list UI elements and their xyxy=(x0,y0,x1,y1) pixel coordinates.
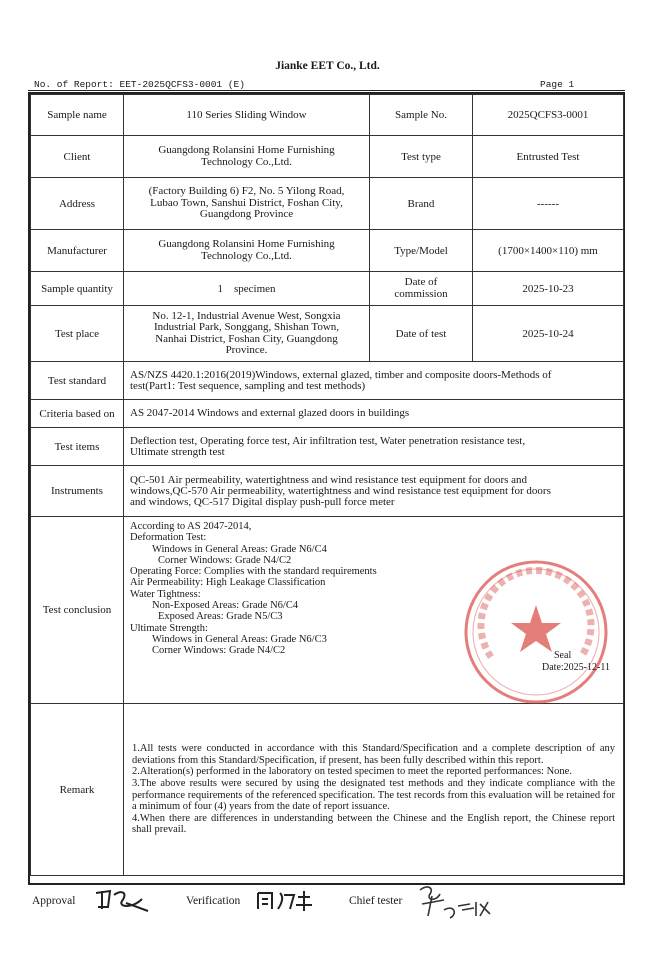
remark-label: Remark xyxy=(31,704,124,876)
sample-quantity-value: 1 specimen xyxy=(124,272,370,306)
remark-paragraph: 3.The above results were secured by using the designated test methods and they indicate compliance with the performance requirements of the referenced specification. The test records from this evaluation will be retained for a minimum of four (4) years from the date of report issuance. xyxy=(132,777,615,813)
test-place-label: Test place xyxy=(31,306,124,362)
chief-tester-label: Chief tester xyxy=(349,895,403,907)
brand-value: ------ xyxy=(473,178,624,230)
conclusion-value: According to AS 2047-2014, Deformation Test: Windows in General Areas: Grade N6/C4 Corner Windows: Grade N4/C2 Operating Force: Complies with the standard requirements Air Permeability: High Leakage Classification Water Tightness: Non-Exposed Areas: Grade N6/C4 Exposed Areas: Grade N5/C3 Ultimate Strength: Windows in General Areas: Grade N6/C3 Corner Windows: Grade N4/C2 Seal Date:2025-12-11 xyxy=(124,517,624,704)
brand-label: Brand xyxy=(370,178,473,230)
verification-label: Verification xyxy=(186,895,241,907)
seal-label: Seal xyxy=(554,650,572,661)
remark-paragraph: 2.Alteration(s) performed in the laboratory on tested specimen to meet the reported performances: None. xyxy=(132,766,572,778)
address-label: Address xyxy=(31,178,124,230)
test-standard-label: Test standard xyxy=(31,362,124,400)
criteria-value: AS 2047-2014 Windows and external glazed doors in buildings xyxy=(124,400,624,428)
test-standard-value: AS/NZS 4420.1:2016(2019)Windows, external glazed, timber and composite doors-Methods of test(Part1: Test sequence, sampling and test methods) xyxy=(124,362,624,400)
test-place-value: No. 12-1, Industrial Avenue West, Songxia Industrial Park, Songgang, Shishan Town, Nanhai District, Foshan City, Guangdong Province. xyxy=(124,306,370,362)
client-value: Guangdong Rolansini Home Furnishing Technology Co.,Ltd. xyxy=(124,136,370,178)
date-commission-value: 2025-10-23 xyxy=(473,272,624,306)
page-number: Page 1 xyxy=(540,79,575,90)
manufacturer-label: Manufacturer xyxy=(31,230,124,272)
criteria-label: Criteria based on xyxy=(31,400,124,428)
verification-signature xyxy=(254,887,316,915)
sample-name-label: Sample name xyxy=(31,95,124,136)
test-type-value: Entrusted Test xyxy=(473,136,624,178)
report-table xyxy=(30,94,624,876)
date-test-label: Date of test xyxy=(370,306,473,362)
sample-name-value: 110 Series Sliding Window xyxy=(124,95,370,136)
chief-tester-signature xyxy=(414,880,498,922)
type-model-label: Type/Model xyxy=(370,230,473,272)
approval-label: Approval xyxy=(32,895,76,907)
client-label: Client xyxy=(31,136,124,178)
sample-no-label: Sample No. xyxy=(370,95,473,136)
approval-signature xyxy=(92,885,156,915)
conclusion-label: Test conclusion xyxy=(31,517,124,704)
seal-date: Date:2025-12-11 xyxy=(542,662,610,673)
date-test-value: 2025-10-24 xyxy=(473,306,624,362)
sample-no-value: 2025QCFS3-0001 xyxy=(473,95,624,136)
manufacturer-value: Guangdong Rolansini Home Furnishing Technology Co.,Ltd. xyxy=(124,230,370,272)
type-model-value: (1700×1400×110) mm xyxy=(473,230,624,272)
remark-paragraph: 4.When there are differences in understanding between the Chinese and the English report, the Chinese report shall prevail. xyxy=(132,812,615,836)
test-type-label: Test type xyxy=(370,136,473,178)
company-name: Jianke EET Co., Ltd. xyxy=(275,60,380,72)
date-commission-label: Date of commission xyxy=(370,272,473,306)
address-value: (Factory Building 6) F2, No. 5 Yilong Road, Lubao Town, Sanshui District, Foshan City, Guangdong Province xyxy=(124,178,370,230)
header-rule xyxy=(28,90,625,91)
remark-paragraph: 1.All tests were conducted in accordance with this Standard/Specification and a complete description of any deviations from this Standard/Specification, if present, has been fully described within this report. xyxy=(132,743,615,766)
test-items-value: Deflection test, Operating force test, Air infiltration test, Water penetration resistance test, Ultimate strength test xyxy=(124,428,624,466)
remark-value xyxy=(124,704,624,876)
instruments-label: Instruments xyxy=(31,466,124,517)
report-number: No. of Report: EET-2025QCFS3-0001 (E) xyxy=(34,79,245,90)
test-items-label: Test items xyxy=(31,428,124,466)
company-seal-stamp xyxy=(461,557,611,707)
instruments-value: QC-501 Air permeability, watertightness and wind resistance test equipment for doors and windows,QC-570 Air permeability, watertightness and wind resistance test equipment for doors and windows, QC-517 Digital display push-pull force meter xyxy=(124,466,624,517)
sample-quantity-label: Sample quantity xyxy=(31,272,124,306)
